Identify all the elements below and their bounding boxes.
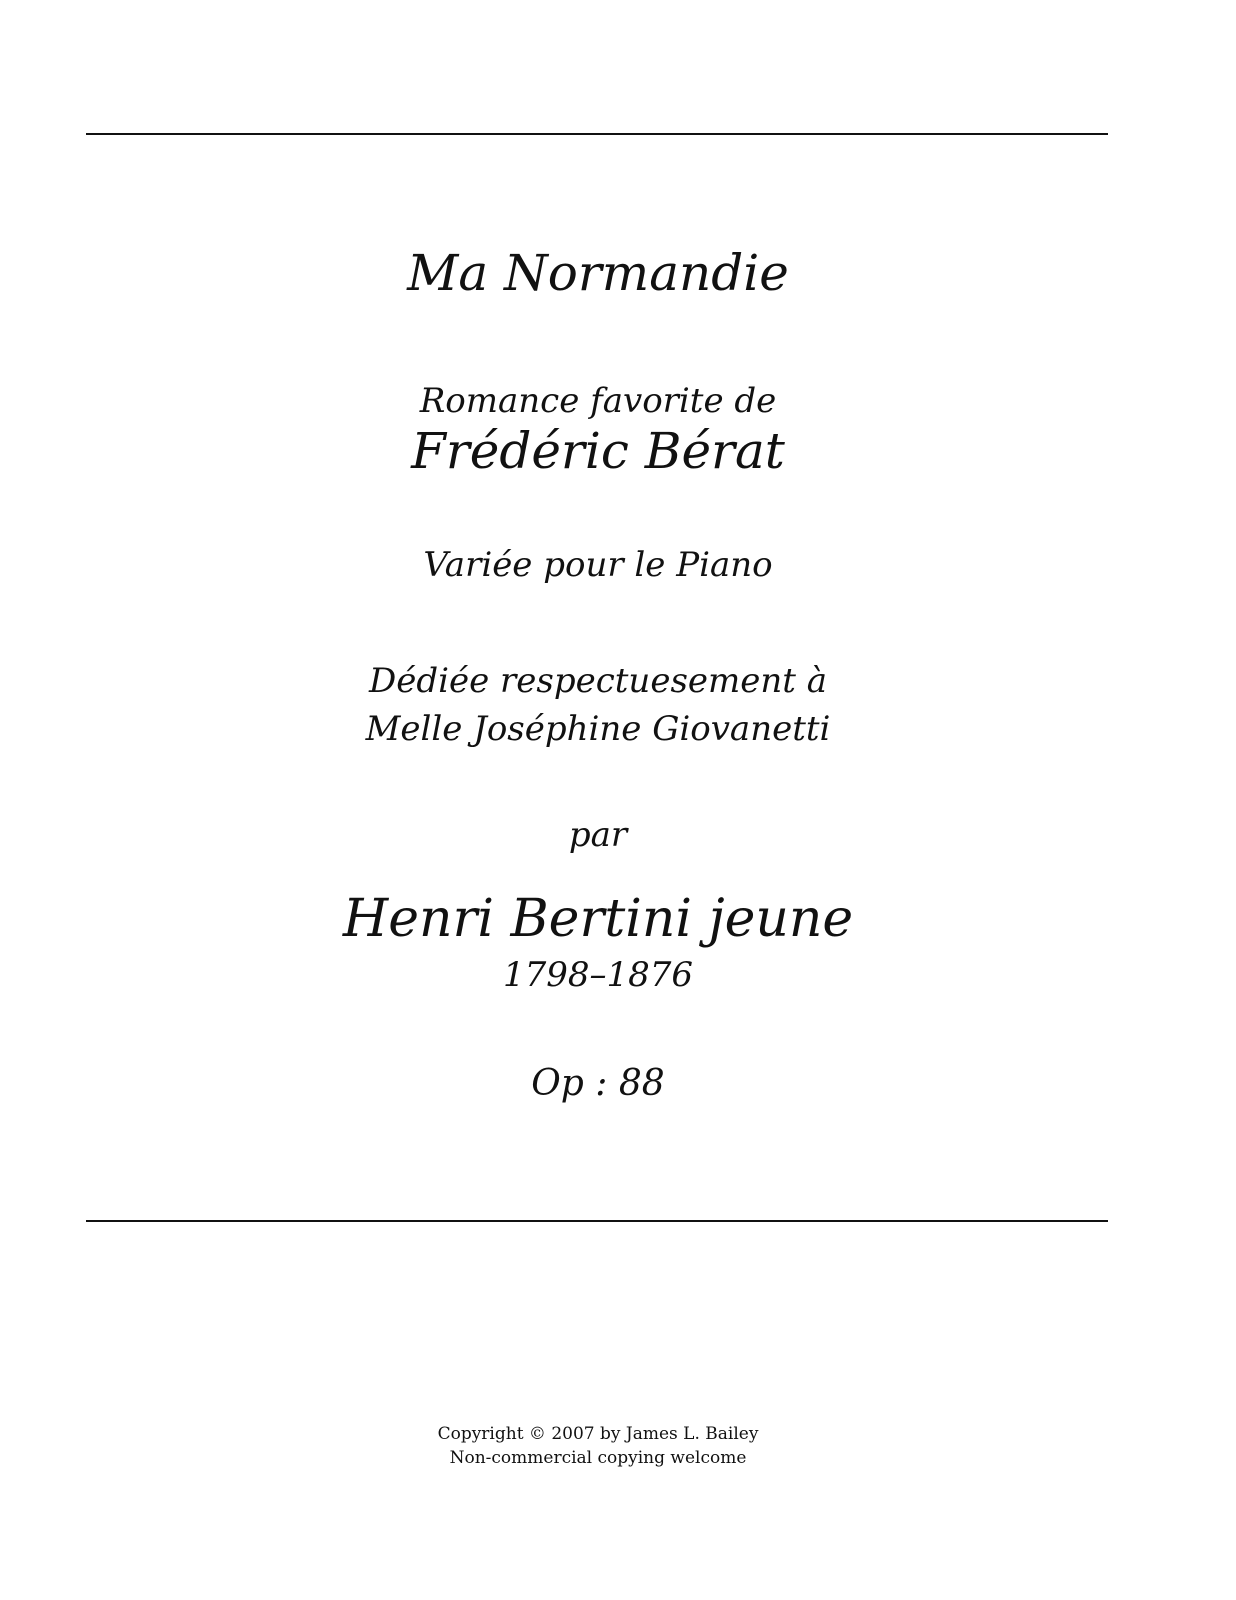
bottom-rule — [86, 1220, 1108, 1222]
dedication-line-2: Melle Joséphine Giovanetti — [365, 709, 831, 749]
copyright-notice: Copyright © 2007 by James L. Bailey — [437, 1424, 759, 1444]
original-composer: Frédéric Bérat — [411, 422, 785, 480]
subtitle-line: Romance favorite de — [419, 381, 777, 421]
arrangement-line: Variée pour le Piano — [423, 545, 773, 585]
author-name: Henri Bertini jeune — [342, 889, 854, 949]
by-line: par — [568, 815, 628, 855]
top-rule — [86, 133, 1108, 135]
license-notice: Non-commercial copying welcome — [449, 1448, 747, 1468]
dedication-line-1: Dédiée respectuesement à — [368, 661, 828, 701]
author-dates: 1798–1876 — [502, 955, 694, 995]
page-title: Ma Normandie — [407, 244, 789, 302]
opus-number: Op : 88 — [531, 1063, 665, 1104]
